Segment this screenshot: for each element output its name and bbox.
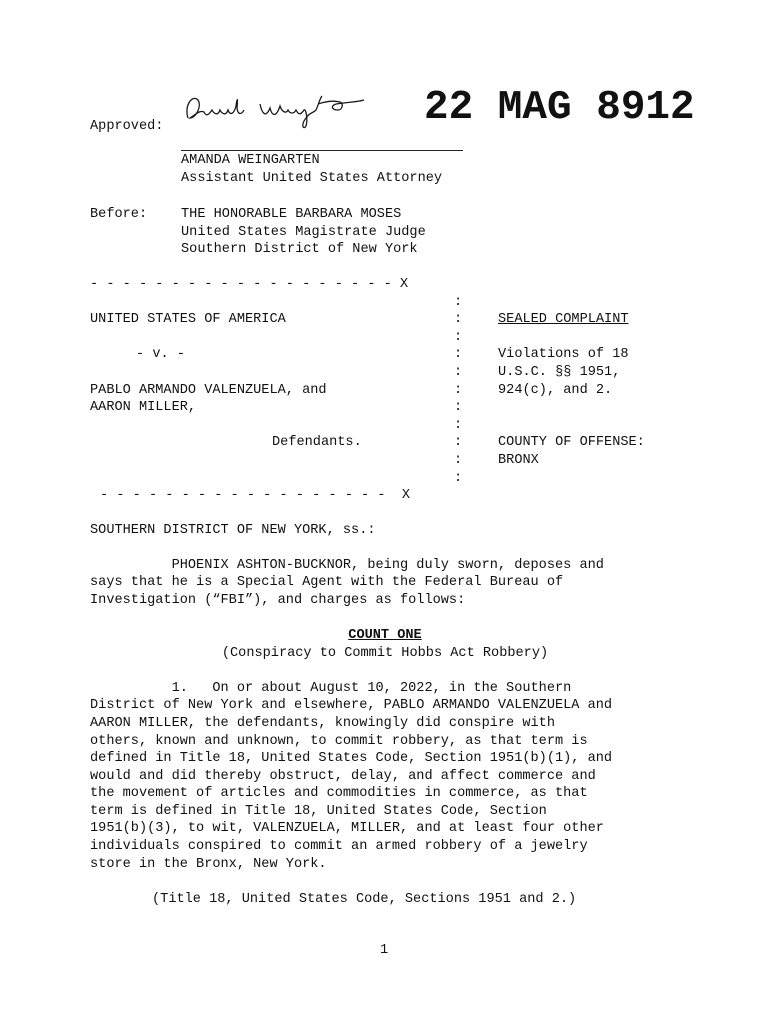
paragraph-line: AARON MILLER, the defendants, knowingly did conspire with [90, 716, 555, 731]
attorney-name: AMANDA WEINGARTEN [181, 153, 320, 168]
page-number: 1 [380, 943, 389, 958]
versus: - v. - [136, 347, 185, 362]
paragraph-line: District of New York and elsewhere, PABLO ARMANDO VALENZUELA and [90, 698, 613, 713]
case-number: 22 MAG 8912 [424, 85, 695, 131]
intro-line: says that he is a Special Agent with the Federal Bureau of [90, 575, 564, 590]
attorney-signature [182, 88, 367, 132]
judge-name: THE HONORABLE BARBARA MOSES [181, 207, 402, 222]
count-subtitle: (Conspiracy to Commit Hobbs Act Robbery) [221, 646, 549, 661]
caption-colon: : [454, 330, 463, 345]
paragraph-line: term is defined in Title 18, United States Code, Section [90, 804, 547, 819]
intro-line: Investigation (“FBI”), and charges as follows: [90, 593, 466, 608]
caption-top-rule: - - - - - - - - - - - - - - - - - - - X [90, 277, 409, 292]
violations-line-2: U.S.C. §§ 1951, [498, 365, 621, 380]
paragraph-line: defined in Title 18, United States Code, Section 1951(b)(1), and [90, 751, 613, 766]
caption-colon: : [454, 435, 463, 450]
caption-colon: : [454, 471, 463, 486]
paragraph-line: 1. On or about August 10, 2022, in the Southern [90, 681, 572, 696]
caption-colon: : [454, 418, 463, 433]
paragraph-line: would and did thereby obstruct, delay, and affect commerce and [90, 769, 596, 784]
caption-colon: : [454, 400, 463, 415]
plaintiff-name: UNITED STATES OF AMERICA [90, 312, 286, 327]
paragraph-line: store in the Bronx, New York. [90, 857, 327, 872]
caption-colon: : [454, 295, 463, 310]
caption-colon: : [454, 453, 463, 468]
paragraph-line: the movement of articles and commodities in commerce, as that [90, 786, 588, 801]
violations-line-3: 924(c), and 2. [498, 383, 613, 398]
signature-line [181, 150, 463, 151]
judge-district: Southern District of New York [181, 242, 418, 257]
intro-line: PHOENIX ASHTON-BUCKNOR, being duly sworn, deposes and [90, 558, 604, 573]
caption-colon: : [454, 347, 463, 362]
statute-citation: (Title 18, United States Code, Sections 1951 and 2.) [152, 892, 577, 907]
before-label: Before: [90, 207, 148, 222]
count-title: COUNT ONE [348, 628, 422, 643]
paragraph-line: 1951(b)(3), to wit, VALENZUELA, MILLER, and at least four other [90, 821, 604, 836]
caption-bottom-rule: - - - - - - - - - - - - - - - - - - X [100, 488, 410, 503]
caption-colon: : [454, 365, 463, 380]
defendants-label: Defendants. [272, 435, 362, 450]
defendant-line-2: AARON MILLER, [90, 400, 197, 415]
judge-title: United States Magistrate Judge [181, 225, 426, 240]
paragraph-line: individuals conspired to commit an armed robbery of a jewelry [90, 839, 588, 854]
county-label: COUNTY OF OFFENSE: [498, 435, 645, 450]
attorney-title: Assistant United States Attorney [181, 171, 443, 186]
paragraph-line: others, known and unknown, to commit robbery, as that term is [90, 734, 588, 749]
caption-colon: : [454, 383, 463, 398]
complaint-type: SEALED COMPLAINT [498, 312, 629, 327]
violations-line-1: Violations of 18 [498, 347, 629, 362]
approved-label: Approved: [90, 119, 164, 134]
venue-line: SOUTHERN DISTRICT OF NEW YORK, ss.: [90, 523, 376, 538]
caption-colon: : [454, 312, 463, 327]
county-value: BRONX [498, 453, 539, 468]
defendant-line-1: PABLO ARMANDO VALENZUELA, and [90, 383, 327, 398]
